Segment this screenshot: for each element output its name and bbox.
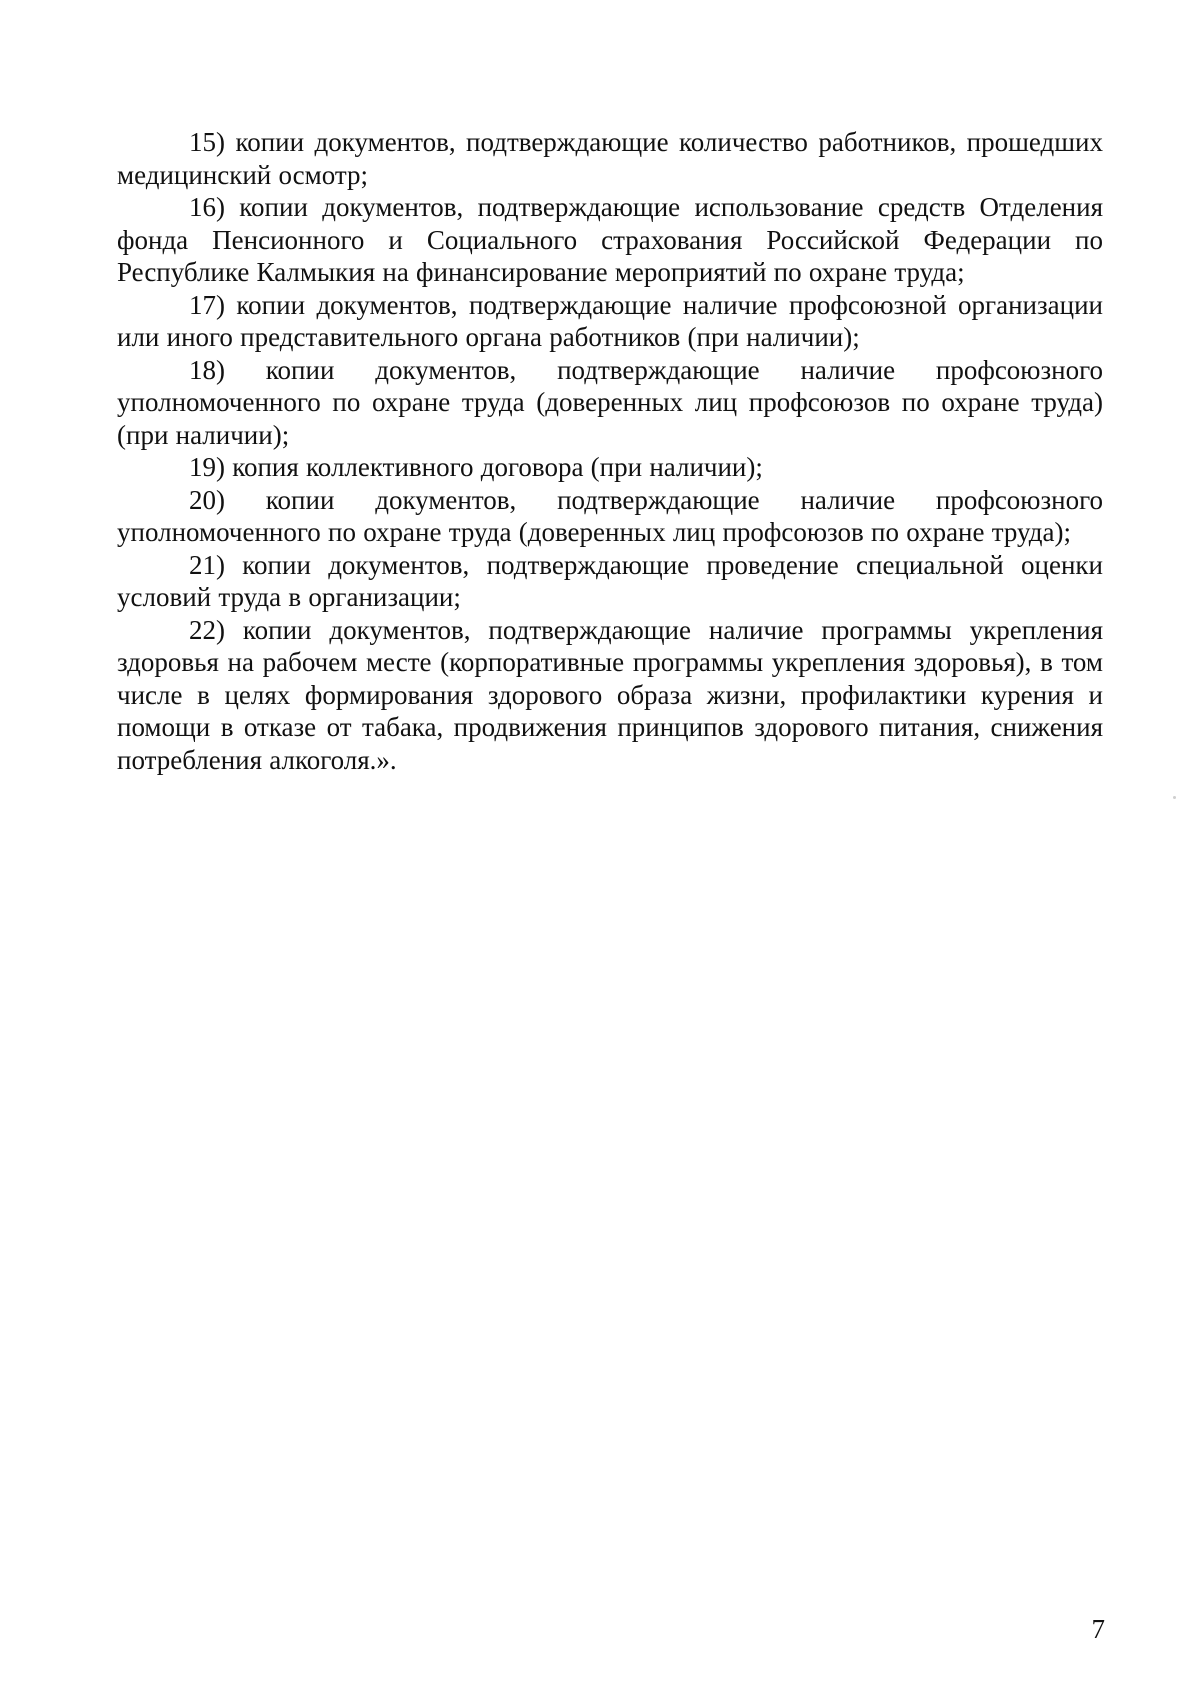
list-item-19: 19) копия коллективного договора (при наличии); [189,452,763,482]
list-item-17: 17) копии документов, подтверждающие наличие профсоюзной организации или иного представительного органа работников (при наличии); [117,289,1103,352]
list-item-16: 16) копии документов, подтверждающие использование средств Отделения фонда Пенсионного и Социального страхования Российской Федерации по Республике Калмыкия на финансирование мероприятий по охране труда; [117,192,1103,287]
list-item-21: 21) копии документов, подтверждающие проведение специальной оценки условий труда в организации; [117,549,1103,612]
list-item-18: 18) копии документов, подтверждающие наличие профсоюзного уполномоченного по охране труда (доверенных лиц профсоюзов по охране труда) (при наличии); [117,354,1103,450]
document-body [117,126,1103,776]
list-item-15: 15) копии документов, подтверждающие количество работников, прошедших медицинский осмотр; [117,127,1103,190]
list-item-22: 22) копии документов, подтверждающие наличие программы укрепления здоровья на рабочем месте (корпоративные программы укрепления здоровья), в том числе в целях формирования здорового образа жизни, профилактики курения и помощи в отказе от табака, продвижения принципов здорового питания, снижения потребления алкоголя.». [117,614,1103,775]
page-number: 7 [1091,1614,1105,1644]
scan-speck [1173,796,1176,799]
list-item-20: 20) копии документов, подтверждающие наличие профсоюзного уполномоченного по охране труда (доверенных лиц профсоюзов по охране труда); [117,484,1103,547]
